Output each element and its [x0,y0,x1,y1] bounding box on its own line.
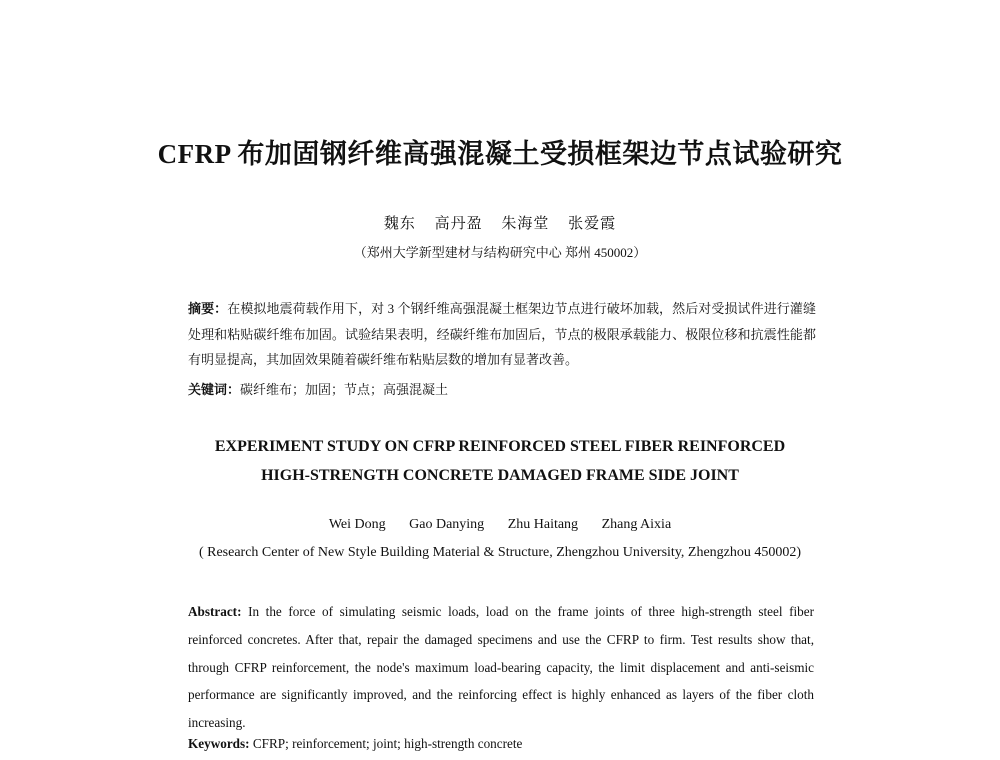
english-title [0,432,1000,490]
chinese-author: 高丹盈 [434,216,483,232]
chinese-authors [0,212,1000,233]
english-abstract-text: In the force of simulating seismic loads, load on the frame joints of three high-strength steel fiber reinforced concretes. After that, repair the damaged specimens and use the CFRP to firm. Test results show that, through CFRP reinforcement, the node's maximum load-bearing capacity, the limit displacement and anti-seismic performance are significantly improved, and the reinforcing effect is highly enhanced as layers of the fiber cloth increasing. [188,604,815,731]
english-keywords-label: Keywords: [188,736,250,751]
english-title-line: HIGH-STRENGTH CONCRETE DAMAGED FRAME SIDE JOINT [261,467,739,484]
chinese-abstract-text: 在模拟地震荷载作用下，对 3 个钢纤维高强混凝土框架边节点进行破坏加载，然后对受损试件进行灌缝处理和粘贴碳纤维布加固。试验结果表明，经碳纤维布加固后，节点的极限承载能力、极限位移和抗震性能都有明显提高，其加固效果随着碳纤维布粘贴层数的增加有显著改善。 [188,301,816,367]
english-abstract-label: Abstract: [188,604,242,619]
english-authors [0,517,1000,533]
chinese-author: 朱海堂 [501,216,550,232]
chinese-keywords-text: 碳纤维布；加固；节点；高强混凝土 [240,382,449,397]
chinese-keywords-label: 关键词： [188,382,241,397]
english-author: Gao Danying [409,517,485,532]
chinese-keywords [188,379,816,398]
chinese-title: CFRP 布加固钢纤维高强混凝土受损框架边节点试验研究 [157,139,843,169]
english-abstract [188,598,814,737]
english-keywords-text: CFRP; reinforcement; joint; high-strength concrete [252,736,523,751]
chinese-affiliation: （郑州大学新型建材与结构研究中心 郑州 450002） [353,245,647,260]
english-title-line: EXPERIMENT STUDY ON CFRP REINFORCED STEEL FIBER REINFORCED [214,438,786,455]
english-keywords [188,736,814,752]
english-affiliation: ( Research Center of New Style Building Material & Structure, Zhengzhou University, Zhengzhou 450002) [198,545,802,560]
chinese-author: 魏东 [383,216,416,232]
english-author: Zhang Aixia [601,517,672,532]
english-author: Zhu Haitang [507,517,579,532]
english-author: Wei Dong [328,517,386,532]
chinese-abstract [188,296,816,373]
chinese-author: 张爱霞 [568,216,617,232]
chinese-abstract-label: 摘要： [188,301,228,316]
